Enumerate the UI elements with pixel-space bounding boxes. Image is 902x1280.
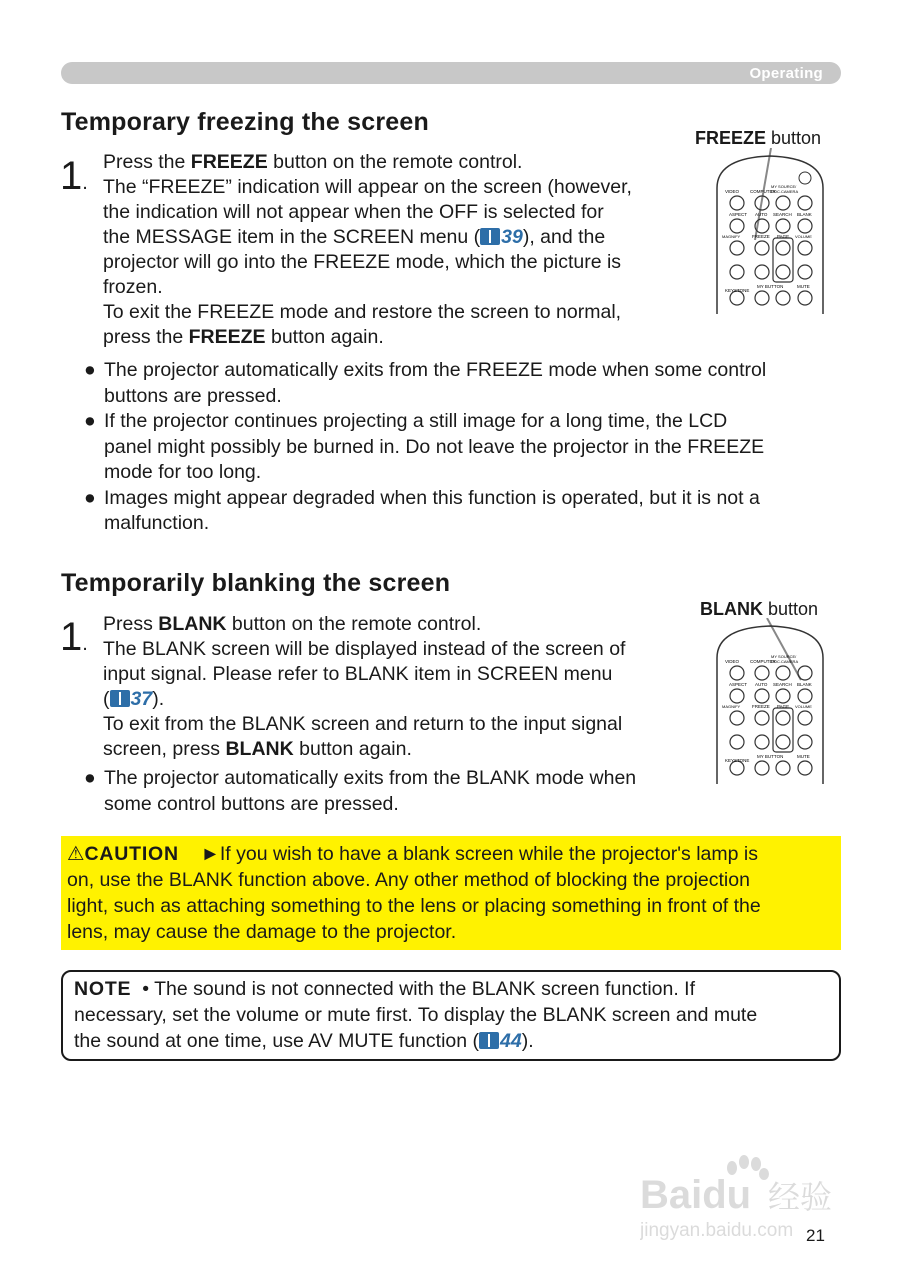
list-item: ● Images might appear degraded when this function is operated, but it is not a malfunction. (84, 486, 760, 534)
svg-text:FREEZE: FREEZE (752, 704, 770, 709)
book-icon (479, 1032, 499, 1049)
svg-text:ASPECT: ASPECT (729, 682, 748, 687)
section-title-freeze: Temporary freezing the screen (61, 108, 429, 136)
svg-text:MAGNIFY: MAGNIFY (722, 704, 741, 709)
svg-text:VIDEO: VIDEO (725, 189, 740, 194)
svg-text:VOLUME: VOLUME (795, 234, 812, 239)
list-item: ● The projector automatically exits from the BLANK mode when some control buttons are pressed. (84, 767, 637, 815)
blank-button-label: BLANK button (700, 599, 819, 619)
svg-text:KEYSTONE: KEYSTONE (725, 288, 750, 293)
svg-text:Baidu: Baidu (640, 1173, 752, 1217)
svg-text:MY SOURCE/: MY SOURCE/ (771, 654, 797, 659)
svg-text:COMPUTER: COMPUTER (750, 189, 776, 194)
list-item: ● If the projector continues projecting a still image for a long time, the LCD panel might possibly be burned in. Do not leave the projector in the FREEZE mode for too long. (84, 410, 765, 483)
svg-text:MY BUTTON: MY BUTTON (757, 754, 784, 759)
warning-triangle-icon: ⚠ (67, 843, 85, 865)
svg-text:KEYSTONE: KEYSTONE (725, 758, 750, 763)
svg-text:MY SOURCE/: MY SOURCE/ (771, 184, 797, 189)
svg-text:MUTE: MUTE (797, 754, 810, 759)
svg-text:DOC.CAMERA: DOC.CAMERA (771, 189, 799, 194)
freeze-notes-list (84, 358, 766, 537)
remote-control-illustration-freeze (705, 148, 835, 316)
section-title-blank: Temporarily blanking the screen (61, 569, 451, 597)
svg-text:AUTO: AUTO (755, 212, 768, 217)
svg-text:AUTO: AUTO (755, 682, 768, 687)
page-reference[interactable]: 37 (130, 688, 153, 710)
svg-text:jingyan.baidu.com: jingyan.baidu.com (640, 1220, 794, 1241)
freeze-button-label: FREEZE button (695, 128, 822, 148)
list-item: ● The projector automatically exits from the FREEZE mode when some control buttons are pressed. (84, 359, 767, 407)
page-number: 21 (806, 1226, 825, 1245)
blank-notes-list (84, 766, 636, 817)
header-bar (61, 62, 841, 84)
caution-box: ⚠CAUTION ►If you wish to have a blank screen while the projector's lamp is on, use the BLANK function above. Any other method of blocking the projection light, such as attaching something to the lens or placing something in front of the lens, may cause the damage to the projector. (61, 836, 841, 950)
book-icon (480, 228, 500, 245)
book-icon (110, 690, 130, 707)
svg-text:SEARCH: SEARCH (773, 682, 792, 687)
svg-text:COMPUTER: COMPUTER (750, 659, 776, 664)
svg-text:BLANK: BLANK (797, 682, 812, 687)
svg-text:SEARCH: SEARCH (773, 212, 792, 217)
svg-text:MY BUTTON: MY BUTTON (757, 284, 784, 289)
svg-text:经验: 经验 (768, 1178, 833, 1216)
svg-text:PAGE: PAGE (777, 234, 790, 239)
header-label: Operating (749, 65, 823, 82)
svg-text:MAGNIFY: MAGNIFY (722, 234, 741, 239)
svg-text:PAGE: PAGE (777, 704, 790, 709)
svg-text:MUTE: MUTE (797, 284, 810, 289)
svg-text:FREEZE: FREEZE (752, 234, 770, 239)
blank-step-text: Press BLANK button on the remote control. The BLANK screen will be displayed instead of the screen of input signal. Please refer to BLANK item in SCREEN menu ( 37). To exit from the BLANK screen and return to the input signal screen, press BLANK button again. (103, 613, 626, 760)
page-reference[interactable]: 44 (500, 1030, 522, 1052)
svg-text:ASPECT: ASPECT (729, 212, 748, 217)
freeze-step-text: Press the FREEZE button on the remote control. The “FREEZE” indication will appear on the screen (however, the indication will not appear when the OFF is selected for the MESSAGE item in the SCREEN menu ( 39), and the projector will go into the FREEZE mode, which the picture is frozen. To exit the FREEZE mode and restore the screen to normal, press the FREEZE button again. (103, 151, 632, 348)
note-label: NOTE (74, 978, 132, 1000)
svg-text:BLANK: BLANK (797, 212, 812, 217)
step-number: 1. (60, 615, 88, 659)
page-reference[interactable]: 39 (501, 226, 523, 248)
svg-text:VOLUME: VOLUME (795, 704, 812, 709)
svg-text:DOC.CAMERA: DOC.CAMERA (771, 659, 799, 664)
note-box: NOTE • The sound is not connected with the BLANK screen function. If necessary, set the volume or mute first. To display the BLANK screen and mute the sound at one time, use AV MUTE function ( 44). (61, 970, 841, 1061)
svg-text:VIDEO: VIDEO (725, 659, 740, 664)
step-number: 1. (60, 154, 88, 198)
caution-label: CAUTION (84, 843, 179, 865)
remote-control-illustration-blank (705, 618, 835, 786)
